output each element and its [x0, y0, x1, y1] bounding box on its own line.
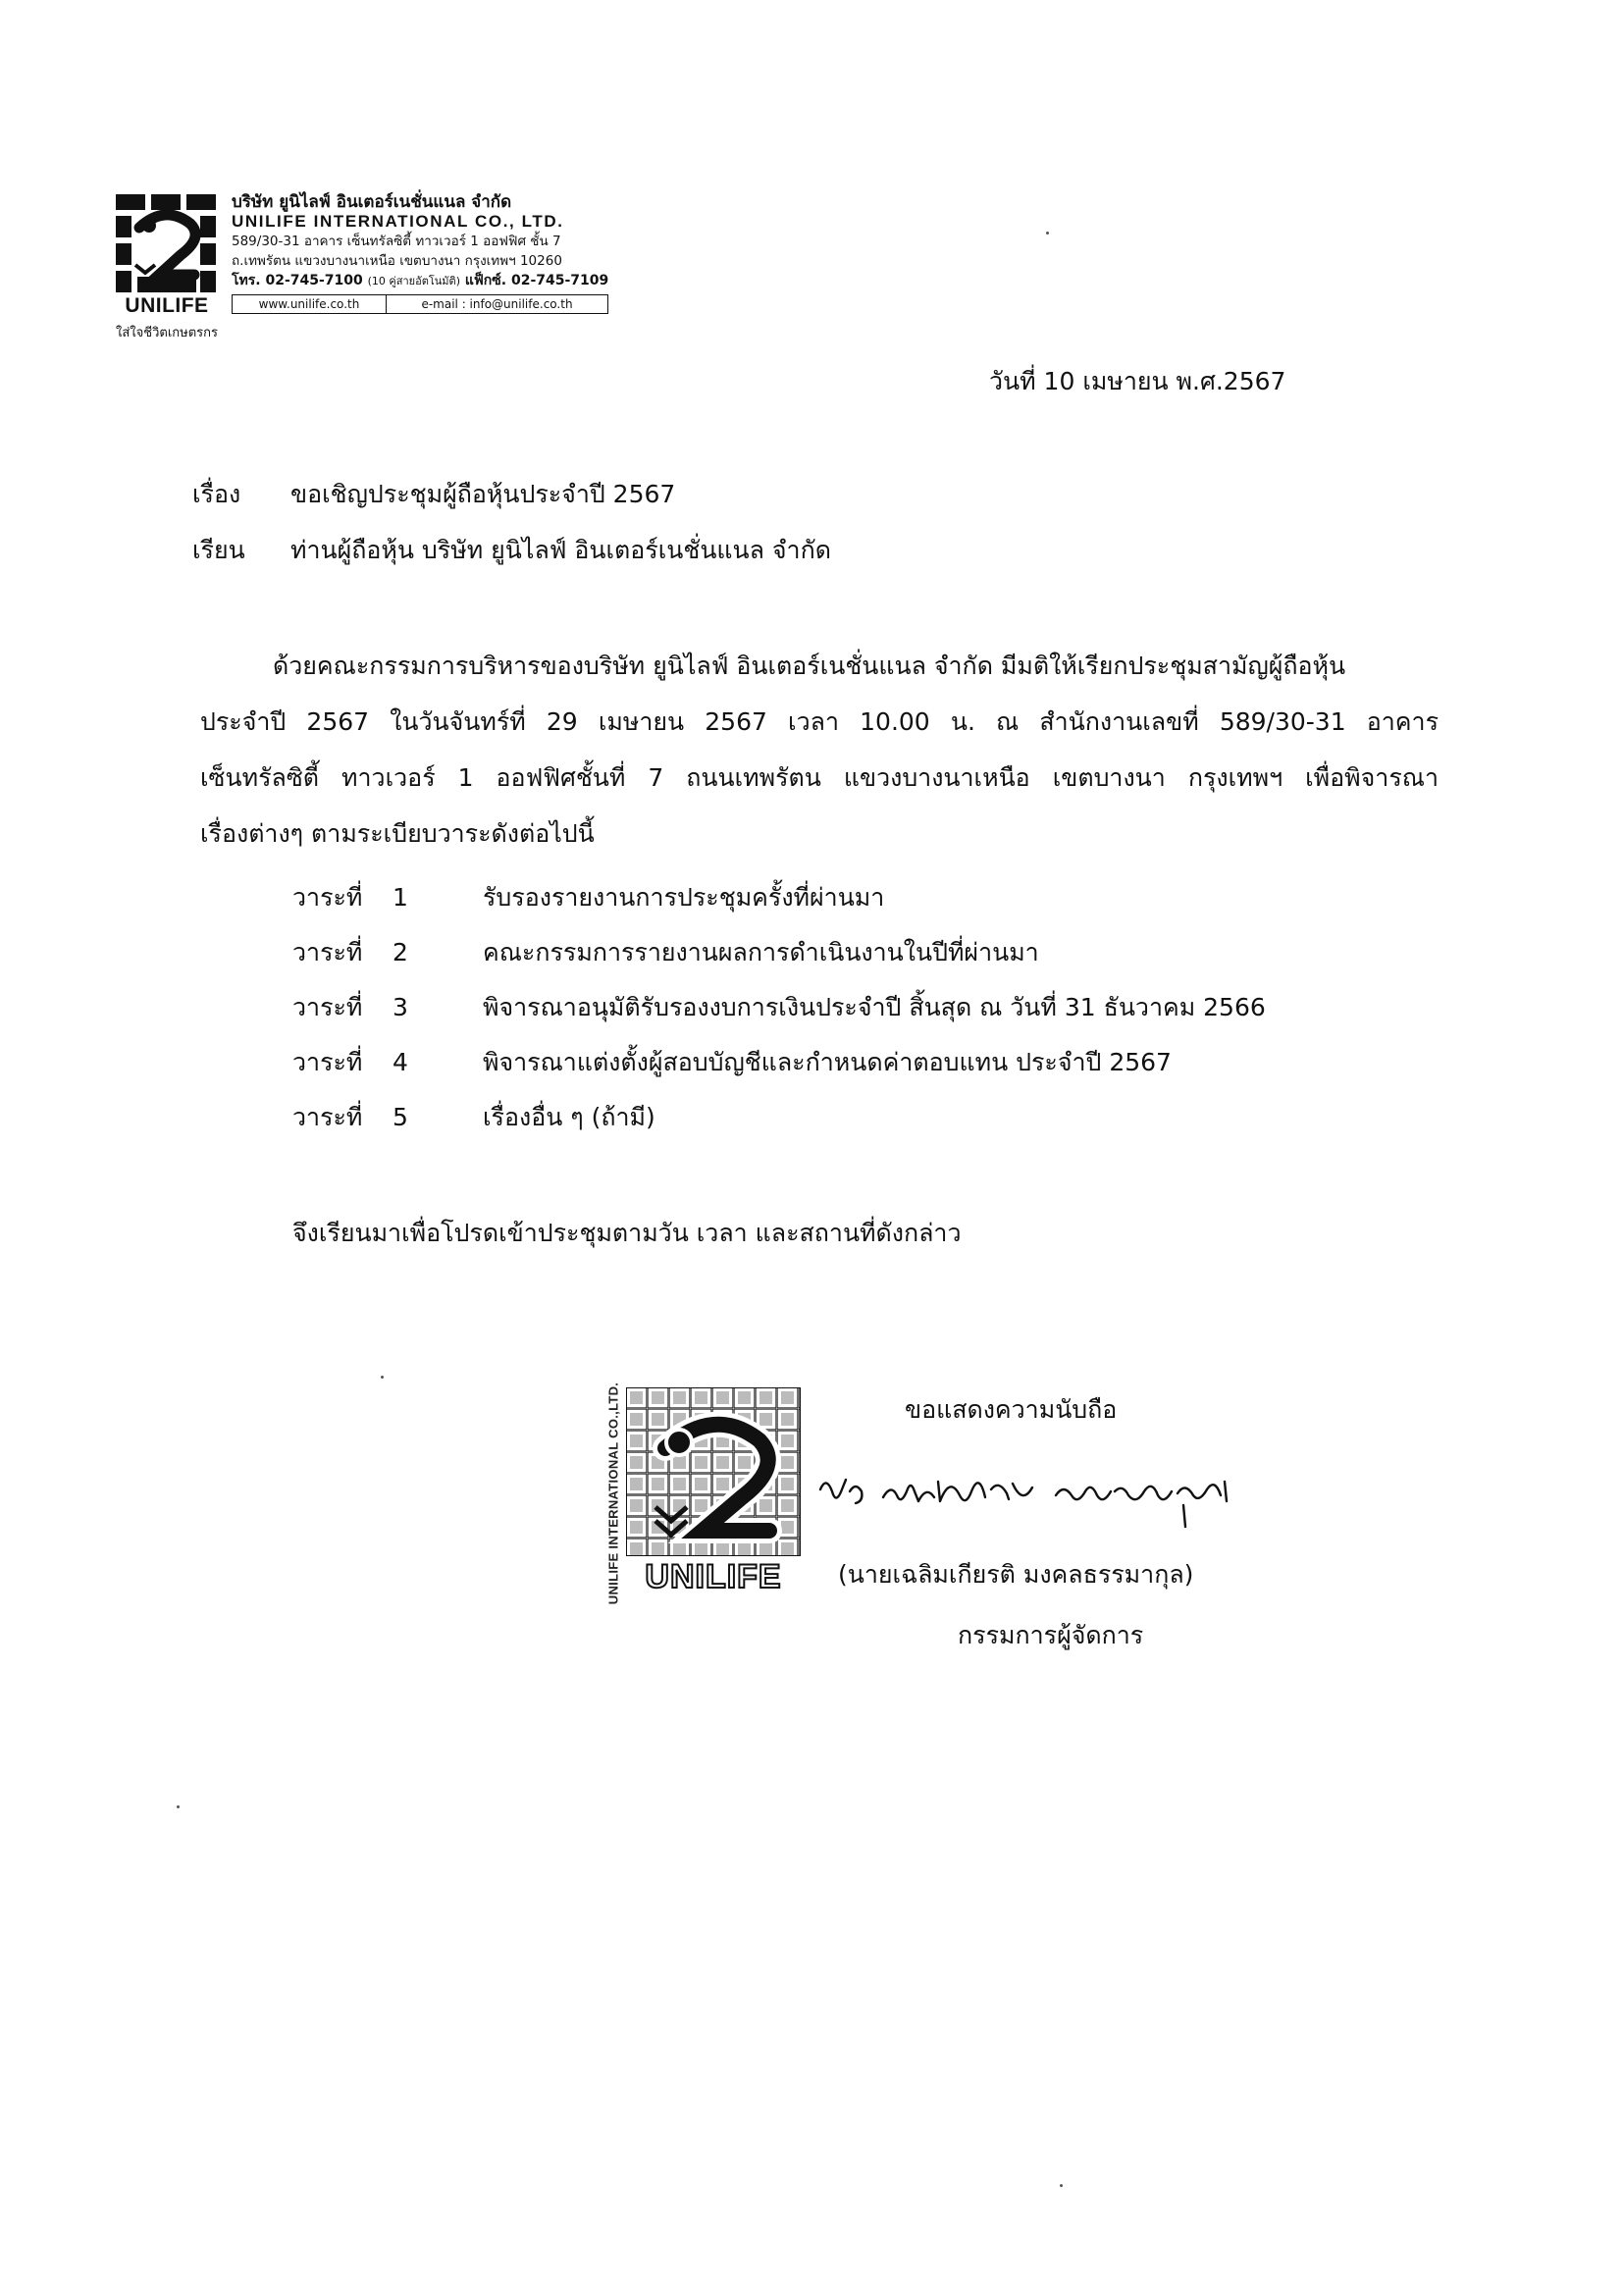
signatory-name: (นายเฉลิมเกียรติ มงคลธรรมากุล) [838, 1560, 1194, 1589]
scan-speck [1046, 232, 1049, 235]
agenda-text: คณะกรรมการรายงานผลการดำเนินงานในปีที่ผ่านมา [483, 938, 1039, 966]
agenda-item [292, 925, 1372, 980]
agenda-text: รับรองรายงานการประชุมครั้งที่ผ่านมา [483, 883, 885, 912]
company-fax: แฟ็กซ์. 02-745-7109 [464, 273, 609, 288]
scan-speck [177, 1805, 180, 1808]
handwritten-signature [812, 1462, 1264, 1540]
recipient-text: ท่านผู้ถือหุ้น บริษัท ยูนิไลฟ์ อินเตอร์เนชั่นแนล จำกัด [290, 536, 831, 564]
letter-date: วันที่ 10 เมษายน พ.ศ.2567 [989, 367, 1286, 395]
body-paragraph [200, 638, 1439, 861]
agenda-text: เรื่องอื่น ๆ (ถ้ามี) [483, 1103, 655, 1131]
agenda-item [292, 1035, 1372, 1090]
company-website: www.unilife.co.th [233, 295, 387, 313]
body-line: เซ็นทรัลซิตี้ ทาวเวอร์ 1 ออฟฟิศชั้นที่ 7 ถนนเทพรัตน แขวงบางนาเหนือ เขตบางนา กรุงเทพฯ เพื่อพิจารณา [200, 763, 1439, 792]
seal-side-text: UNILIFE INTERNATIONAL CO.,LTD. [605, 1382, 621, 1605]
agenda-text: พิจารณาอนุมัติรับรองงบการเงินประจำปี สิ้นสุด ณ วันที่ 31 ธันวาคม 2566 [483, 993, 1266, 1021]
seal-emblem-icon [626, 1387, 801, 1556]
agenda-label: วาระที่ [292, 993, 363, 1021]
agenda-list [292, 870, 1372, 1145]
company-web-box [232, 294, 608, 314]
logo-brand-text: UNILIFE [125, 294, 209, 317]
agenda-label: วาระที่ [292, 1048, 363, 1076]
letterhead-text [232, 192, 620, 314]
body-line: ด้วยคณะกรรมการบริหารของบริษัท ยูนิไลฟ์ อินเตอร์เนชั่นแนล จำกัด มีมติให้เรียกประชุมสามัญผู้ถือหุ้น [273, 652, 1346, 680]
signatory-title: กรรมการผู้จัดการ [958, 1621, 1144, 1649]
subject-label: เรื่อง [192, 480, 241, 508]
scan-speck [381, 1376, 384, 1379]
recipient-label: เรียน [192, 536, 245, 564]
closing-text: จึงเรียนมาเพื่อโปรดเข้าประชุมตามวัน เวลา และสถานที่ดังกล่าว [292, 1219, 962, 1247]
agenda-text: พิจารณาแต่งตั้งผู้สอบบัญชีและกำหนดค่าตอบแทน ประจำปี 2567 [483, 1048, 1172, 1076]
company-email: e-mail : info@unilife.co.th [421, 297, 573, 311]
agenda-number: 4 [393, 1048, 408, 1076]
regards-text: ขอแสดงความนับถือ [905, 1395, 1118, 1424]
body-line: ประจำปี 2567 ในวันจันทร์ที่ 29 เมษายน 2567 เวลา 10.00 น. ณ สำนักงานเลขที่ 589/30-31 อาคาร [200, 707, 1439, 736]
agenda-number: 1 [393, 883, 408, 912]
company-phone-fax [232, 271, 620, 291]
company-phone: โทร. 02-745-7100 [232, 273, 363, 288]
company-address-line-2: ถ.เทพรัตน แขวงบางนาเหนือ เขตบางนา กรุงเทพฯ 10260 [232, 253, 562, 269]
company-phone-note: (10 คู่สายอัตโนมัติ) [367, 275, 460, 287]
body-line: เรื่องต่างๆ ตามระเบียบวาระดังต่อไปนี้ [200, 819, 595, 848]
agenda-item [292, 980, 1372, 1035]
agenda-number: 2 [393, 938, 408, 966]
signature-icon [812, 1462, 1264, 1540]
company-address-line-1: 589/30-31 อาคาร เซ็นทรัลซิตี้ ทาวเวอร์ 1 ออฟฟิศ ชั้น 7 [232, 234, 561, 249]
logo-tagline: ใส่ใจชีวิตเกษตรกร [116, 326, 218, 340]
company-name-th: บริษัท ยูนิไลฟ์ อินเตอร์เนชั่นแนล จำกัด [232, 192, 512, 212]
scan-speck [1060, 2184, 1063, 2187]
agenda-number: 5 [393, 1103, 408, 1131]
company-seal [602, 1382, 801, 1605]
company-name-en: UNILIFE INTERNATIONAL CO., LTD. [232, 212, 564, 231]
agenda-label: วาระที่ [292, 883, 363, 912]
agenda-item [292, 870, 1372, 925]
seal-brand-text: UNILIFE [645, 1558, 782, 1595]
subject-text: ขอเชิญประชุมผู้ถือหุ้นประจำปี 2567 [290, 480, 676, 508]
agenda-number: 3 [393, 993, 408, 1021]
agenda-label: วาระที่ [292, 938, 363, 966]
agenda-item [292, 1090, 1372, 1145]
logo-emblem-icon [116, 194, 216, 292]
agenda-label: วาระที่ [292, 1103, 363, 1131]
